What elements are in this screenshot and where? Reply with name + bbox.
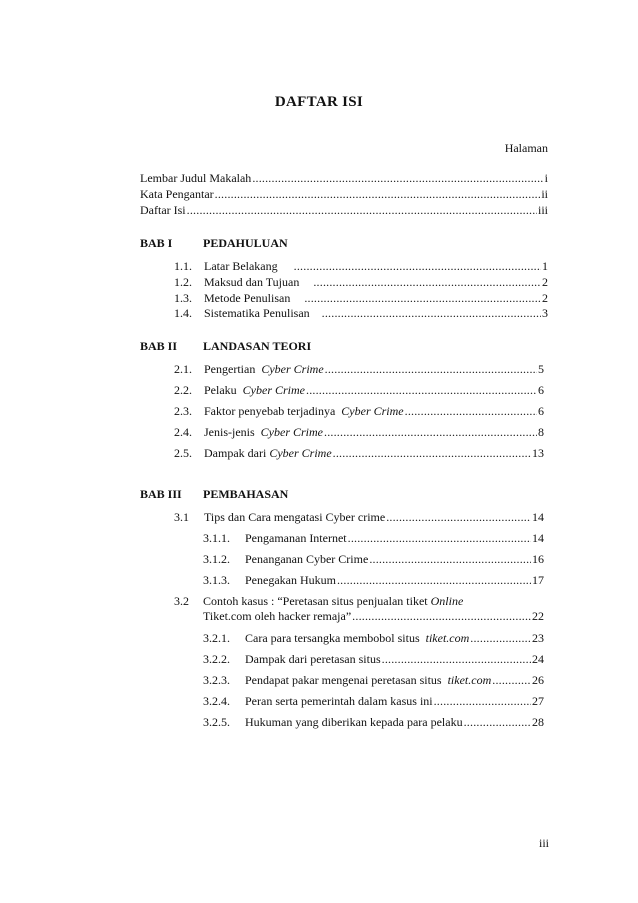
- toc-entry-num: 3.2: [174, 594, 189, 608]
- chapter-title: LANDASAN TEORI: [203, 339, 312, 353]
- toc-entry: 1.4. Sistematika Penulisan ..... 3: [174, 305, 548, 321]
- chapter-number: BAB III: [140, 487, 182, 501]
- chapter-number: BAB II: [140, 339, 178, 353]
- page-number: iii: [538, 836, 549, 850]
- toc-entry-daftar-isi: Daftar Isi ..... iii: [140, 202, 548, 218]
- toc-entry-lembar-judul: Lembar Judul Makalah ..... i: [140, 170, 548, 186]
- toc-entry: 3.2.3. Pendapat pakar mengenai peretasan situs tiket.com ..... 26: [203, 672, 544, 688]
- toc-entry: 3.1 Tips dan Cara mengatasi Cyber crime ..... 14: [174, 509, 544, 525]
- chapter-title: PEDAHULUAN: [203, 236, 288, 250]
- toc-entry: 3.1.2. Penanganan Cyber Crime ..... 16: [203, 551, 544, 567]
- halaman-label: Halaman: [504, 141, 548, 155]
- toc-entry-line: Contoh kasus : “Peretasan situs penjualan tiket Online: [203, 594, 464, 608]
- toc-entry: 2.3. Faktor penyebab terjadinya Cyber Crime ..... 6: [174, 403, 544, 419]
- toc-entry: 1.3. Metode Penulisan ..... 2: [174, 290, 548, 306]
- toc-entry: 3.2.5. Hukuman yang diberikan kepada para pelaku ..... 28: [203, 714, 544, 730]
- chapter-title: PEMBAHASAN: [203, 487, 289, 501]
- toc-entry: 3.2.2. Dampak dari peretasan situs ..... 24: [203, 651, 544, 667]
- toc-entry: 2.2. Pelaku Cyber Crime ..... 6: [174, 382, 544, 398]
- toc-entry: 2.5. Dampak dari Cyber Crime ..... 13: [174, 445, 544, 461]
- toc-entry: 3.2.1. Cara para tersangka membobol situs tiket.com ..... 23: [203, 630, 544, 646]
- toc-entry: 3.2.4. Peran serta pemerintah dalam kasus ini ..... 27: [203, 693, 544, 709]
- toc-entry: 1.2. Maksud dan Tujuan ..... 2: [174, 274, 548, 290]
- page-title: DAFTAR ISI: [274, 94, 364, 110]
- toc-entry: 3.1.1. Pengamanan Internet ..... 14: [203, 530, 544, 546]
- toc-entry: 1.1. Latar Belakang ..... 1: [174, 258, 548, 274]
- toc-entry: 2.1. Pengertian Cyber Crime ..... 5: [174, 361, 544, 377]
- toc-entry: 2.4. Jenis-jenis Cyber Crime ..... 8: [174, 424, 544, 440]
- toc-entry: 3.1.3. Penegakan Hukum ..... 17: [203, 572, 544, 588]
- chapter-number: BAB I: [140, 236, 173, 250]
- toc-entry-kata-pengantar: Kata Pengantar ..... ii: [140, 186, 548, 202]
- toc-entry: Tiket.com oleh hacker remaja” ..... 22: [203, 608, 544, 624]
